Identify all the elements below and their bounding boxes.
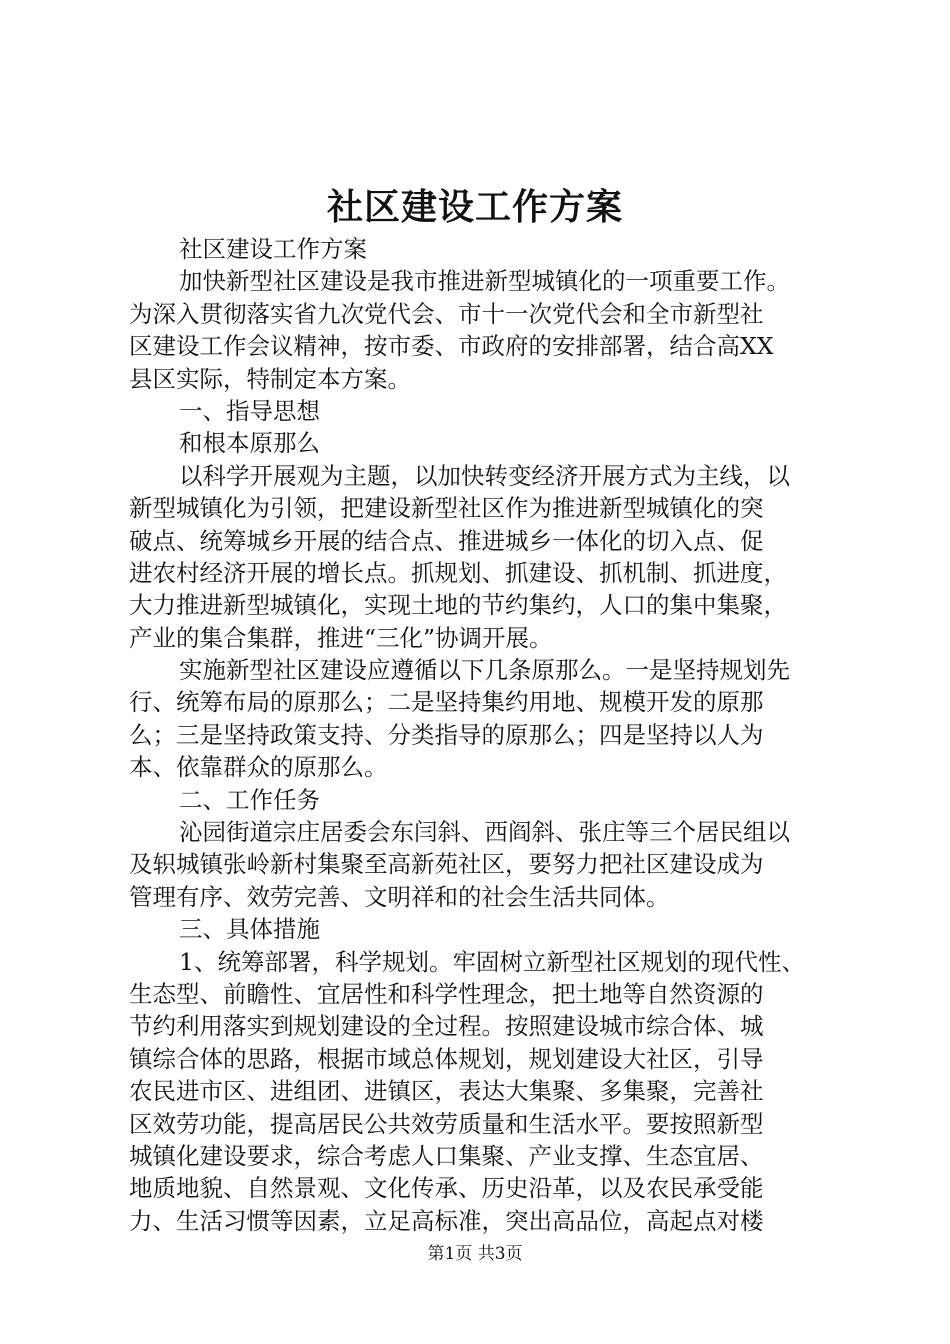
text-line: 和根本原那么 — [179, 429, 320, 458]
text-line: 沁园街道宗庄居委会东闫斜、西阎斜、张庄等三个居民组以 — [179, 818, 790, 847]
text-line: 进农村经济开展的增长点。抓规划、抓建设、抓机制、抓进度， — [129, 558, 787, 587]
page-footer: 第1页 共3页 — [427, 1244, 523, 1264]
text-line: 加快新型社区建设是我市推进新型城镇化的一项重要工作。 — [179, 267, 790, 296]
text-line: 破点、统筹城乡开展的结合点、推进城乡一体化的切入点、促 — [129, 526, 764, 555]
text-line: 节约利用落实到规划建设的全过程。按照建设城市综合体、城 — [129, 1012, 764, 1041]
text-line: 农民进市区、进组团、进镇区，表达大集聚、多集聚，完善社 — [129, 1077, 764, 1106]
text-line: 区效劳功能，提高居民公共效劳质量和生活水平。要按照新型 — [129, 1109, 764, 1138]
document-title: 社区建设工作方案 — [326, 186, 623, 228]
text-line: 么；三是坚持政策支持、分类指导的原那么；四是坚持以人为 — [129, 720, 764, 749]
text-line: 大力推进新型城镇化，实现土地的节约集约，人口的集中集聚， — [129, 591, 787, 620]
text-line: 产业的集合集群，推进“三化”协调开展。 — [129, 623, 553, 652]
text-line: 行、统筹布局的原那么；二是坚持集约用地、规模开发的原那 — [129, 688, 764, 717]
text-line: 管理有序、效劳完善、文明祥和的社会生活共同体。 — [129, 882, 670, 911]
text-line: 新型城镇化为引领，把建设新型社区作为推进新型城镇化的突 — [129, 494, 764, 523]
text-line: 县区实际，特制定本方案。 — [129, 364, 411, 393]
text-line: 镇综合体的思路，根据市域总体规划，规划建设大社区，引导 — [129, 1044, 764, 1073]
text-line: 城镇化建设要求，综合考虑人口集聚、产业支撑、生态宜居、 — [129, 1141, 764, 1170]
text-line: 本、依靠群众的原那么。 — [129, 753, 388, 782]
text-line: 为深入贯彻落实省九次党代会、市十一次党代会和全市新型社 — [129, 299, 764, 328]
text-line: 及轵城镇张岭新村集聚至高新苑社区，要努力把社区建设成为 — [129, 850, 764, 879]
document-body — [129, 233, 831, 1237]
text-line: 生态型、前瞻性、宜居性和科学性理念，把土地等自然资源的 — [129, 979, 764, 1008]
text-line: 以科学开展观为主题，以加快转变经济开展方式为主线，以 — [179, 461, 790, 490]
text-line: 实施新型社区建设应遵循以下几条原那么。一是坚持规划先 — [179, 656, 790, 685]
text-line: 力、生活习惯等因素，立足高标准，突出高品位，高起点对楼 — [129, 1206, 764, 1235]
text-line: 地质地貌、自然景观、文化传承、历史沿革，以及农民承受能 — [129, 1174, 764, 1203]
text-line: 社区建设工作方案 — [179, 235, 367, 263]
section-heading: 一、指导思想 — [179, 396, 320, 425]
text-line: 区建设工作会议精神，按市委、市政府的安排部署，结合高XX — [129, 332, 774, 361]
text-line: 1、统筹部署，科学规划。牢固树立新型社区规划的现代性、 — [179, 947, 805, 976]
section-heading: 二、工作任务 — [179, 785, 320, 814]
section-heading: 三、具体措施 — [179, 915, 320, 944]
